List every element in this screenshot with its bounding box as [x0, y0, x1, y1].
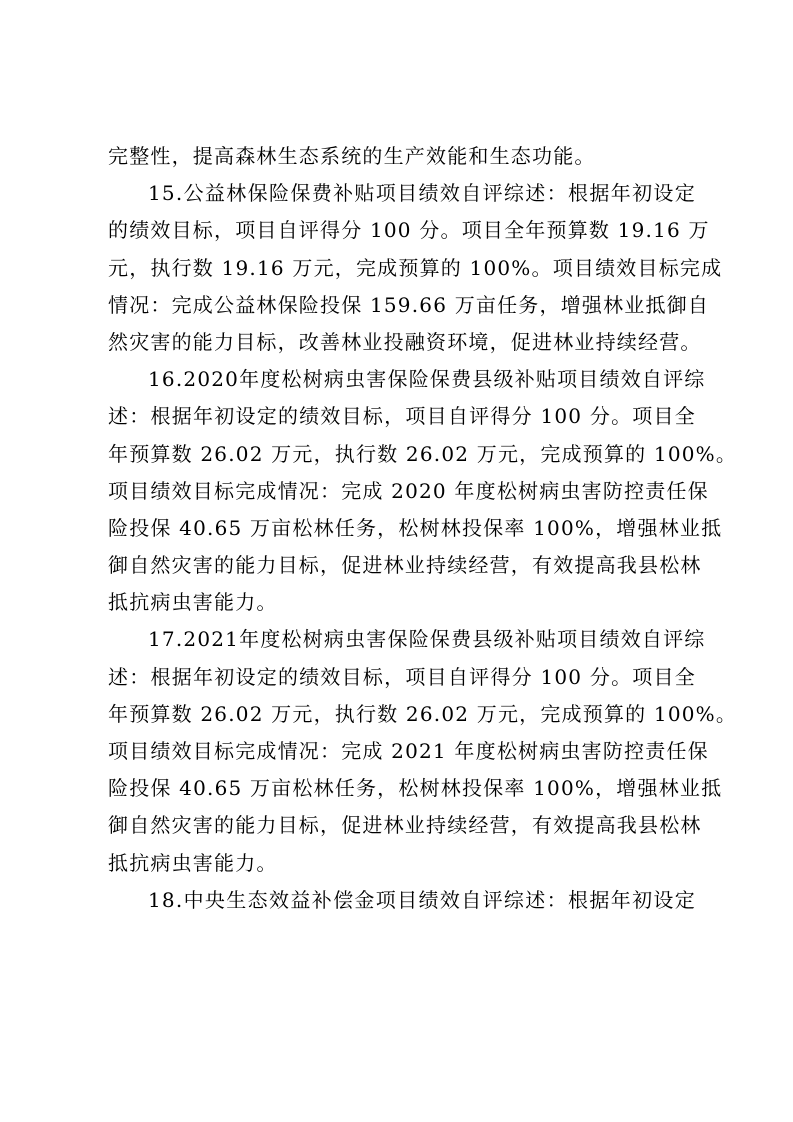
text-line: 然灾害的能力目标，改善林业投融资环境，促进林业持续经营。 [108, 329, 702, 354]
text-line: 情况：完成公益林保险投保 159.66 万亩任务，增强林业抵御自 [108, 292, 710, 317]
text-line: 15.公益林保险保费补贴项目绩效自评综述：根据年初设定 [148, 181, 696, 206]
text-line: 述：根据年初设定的绩效目标，项目自评得分 100 分。项目全 [108, 664, 696, 689]
text-line: 17.2021年度松树病虫害保险保费县级补贴项目绩效自评综 [148, 627, 706, 652]
text-line: 抵抗病虫害能力。 [108, 590, 278, 615]
text-line: 御自然灾害的能力目标，促进林业持续经营，有效提高我县松林 [108, 813, 702, 838]
text-line: 险投保 40.65 万亩松林任务，松树林投保率 100%，增强林业抵 [108, 515, 723, 540]
paragraph-16 [108, 361, 738, 621]
text-line: 御自然灾害的能力目标，促进林业持续经营，有效提高我县松林 [108, 553, 702, 578]
text-line: 18.中央生态效益补偿金项目绩效自评综述：根据年初设定 [148, 887, 696, 912]
document-body [108, 138, 738, 919]
paragraph-14-continuation [108, 138, 696, 175]
text-line: 年预算数 26.02 万元，执行数 26.02 万元，完成预算的 100%。 [108, 701, 738, 726]
paragraph-17 [108, 621, 738, 881]
text-line: 年预算数 26.02 万元，执行数 26.02 万元，完成预算的 100%。 [108, 441, 738, 466]
paragraph-15 [108, 175, 723, 361]
text-line: 险投保 40.65 万亩松林任务，松树林投保率 100%，增强林业抵 [108, 776, 723, 801]
text-line: 述：根据年初设定的绩效目标，项目自评得分 100 分。项目全 [108, 404, 696, 429]
text-line: 项目绩效目标完成情况：完成 2020 年度松树病虫害防控责任保 [108, 478, 709, 503]
text-line: 抵抗病虫害能力。 [108, 850, 278, 875]
text-line: 完整性，提高森林生态系统的生产效能和生态功能。 [108, 144, 596, 168]
text-line: 16.2020年度松树病虫害保险保费县级补贴项目绩效自评综 [148, 367, 706, 392]
text-line: 元，执行数 19.16 万元，完成预算的 100%。项目绩效目标完成 [108, 255, 723, 280]
text-line: 项目绩效目标完成情况：完成 2021 年度松树病虫害防控责任保 [108, 739, 709, 763]
text-line: 的绩效目标，项目自评得分 100 分。项目全年预算数 19.16 万 [108, 218, 710, 243]
paragraph-18 [108, 882, 696, 919]
